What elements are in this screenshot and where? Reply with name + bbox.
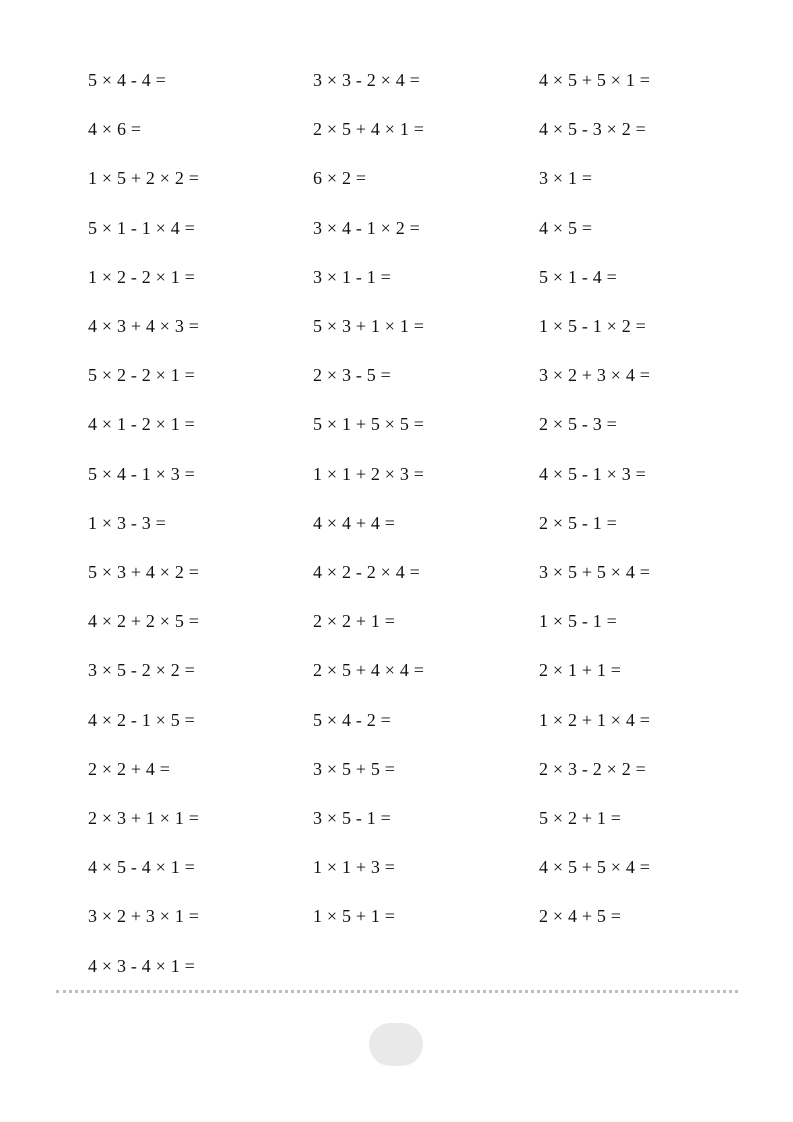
problem-middle-17: 1 × 1 + 3 = [313, 857, 396, 877]
problem-left-17: 4 × 5 - 4 × 1 = [88, 857, 195, 877]
problem-left-3: 1 × 5 + 2 × 2 = [88, 168, 200, 188]
problem-middle-12: 2 × 2 + 1 = [313, 611, 396, 631]
problem-right-14: 1 × 2 + 1 × 4 = [539, 710, 651, 730]
page-divider [56, 990, 738, 993]
problem-middle-6: 5 × 3 + 1 × 1 = [313, 316, 425, 336]
problem-middle-7: 2 × 3 - 5 = [313, 365, 391, 385]
problem-middle-13: 2 × 5 + 4 × 4 = [313, 660, 425, 680]
problem-right-6: 1 × 5 - 1 × 2 = [539, 316, 646, 336]
problem-left-13: 3 × 5 - 2 × 2 = [88, 660, 195, 680]
problem-left-16: 2 × 3 + 1 × 1 = [88, 808, 200, 828]
problem-middle-16: 3 × 5 - 1 = [313, 808, 391, 828]
problem-right-9: 4 × 5 - 1 × 3 = [539, 464, 646, 484]
problem-right-5: 5 × 1 - 4 = [539, 267, 617, 287]
problem-left-5: 1 × 2 - 2 × 1 = [88, 267, 195, 287]
problem-middle-4: 3 × 4 - 1 × 2 = [313, 218, 420, 238]
problem-left-12: 4 × 2 + 2 × 5 = [88, 611, 200, 631]
problem-middle-3: 6 × 2 = [313, 168, 367, 188]
problem-middle-2: 2 × 5 + 4 × 1 = [313, 119, 425, 139]
problem-right-11: 3 × 5 + 5 × 4 = [539, 562, 651, 582]
problem-right-17: 4 × 5 + 5 × 4 = [539, 857, 651, 877]
problem-right-15: 2 × 3 - 2 × 2 = [539, 759, 646, 779]
problem-right-3: 3 × 1 = [539, 168, 593, 188]
problem-right-4: 4 × 5 = [539, 218, 593, 238]
problem-right-8: 2 × 5 - 3 = [539, 414, 617, 434]
problem-left-4: 5 × 1 - 1 × 4 = [88, 218, 195, 238]
problem-middle-14: 5 × 4 - 2 = [313, 710, 391, 730]
problem-right-2: 4 × 5 - 3 × 2 = [539, 119, 646, 139]
problem-right-10: 2 × 5 - 1 = [539, 513, 617, 533]
problem-middle-15: 3 × 5 + 5 = [313, 759, 396, 779]
problem-left-7: 5 × 2 - 2 × 1 = [88, 365, 195, 385]
problem-right-16: 5 × 2 + 1 = [539, 808, 622, 828]
problem-middle-11: 4 × 2 - 2 × 4 = [313, 562, 420, 582]
problem-right-7: 3 × 2 + 3 × 4 = [539, 365, 651, 385]
problem-left-9: 5 × 4 - 1 × 3 = [88, 464, 195, 484]
problem-left-2: 4 × 6 = [88, 119, 142, 139]
problem-middle-8: 5 × 1 + 5 × 5 = [313, 414, 425, 434]
problem-right-1: 4 × 5 + 5 × 1 = [539, 70, 651, 90]
problem-right-13: 2 × 1 + 1 = [539, 660, 622, 680]
page-number-badge [369, 1023, 423, 1066]
problem-left-6: 4 × 3 + 4 × 3 = [88, 316, 200, 336]
problem-left-10: 1 × 3 - 3 = [88, 513, 166, 533]
problem-left-8: 4 × 1 - 2 × 1 = [88, 414, 195, 434]
problem-middle-9: 1 × 1 + 2 × 3 = [313, 464, 425, 484]
problem-left-19: 4 × 3 - 4 × 1 = [88, 956, 195, 976]
problem-right-18: 2 × 4 + 5 = [539, 906, 622, 926]
problem-left-1: 5 × 4 - 4 = [88, 70, 166, 90]
problem-left-11: 5 × 3 + 4 × 2 = [88, 562, 200, 582]
problem-right-12: 1 × 5 - 1 = [539, 611, 617, 631]
problem-middle-1: 3 × 3 - 2 × 4 = [313, 70, 420, 90]
problem-left-14: 4 × 2 - 1 × 5 = [88, 710, 195, 730]
problem-middle-5: 3 × 1 - 1 = [313, 267, 391, 287]
problem-middle-18: 1 × 5 + 1 = [313, 906, 396, 926]
problem-middle-10: 4 × 4 + 4 = [313, 513, 396, 533]
problem-left-18: 3 × 2 + 3 × 1 = [88, 906, 200, 926]
problem-left-15: 2 × 2 + 4 = [88, 759, 171, 779]
